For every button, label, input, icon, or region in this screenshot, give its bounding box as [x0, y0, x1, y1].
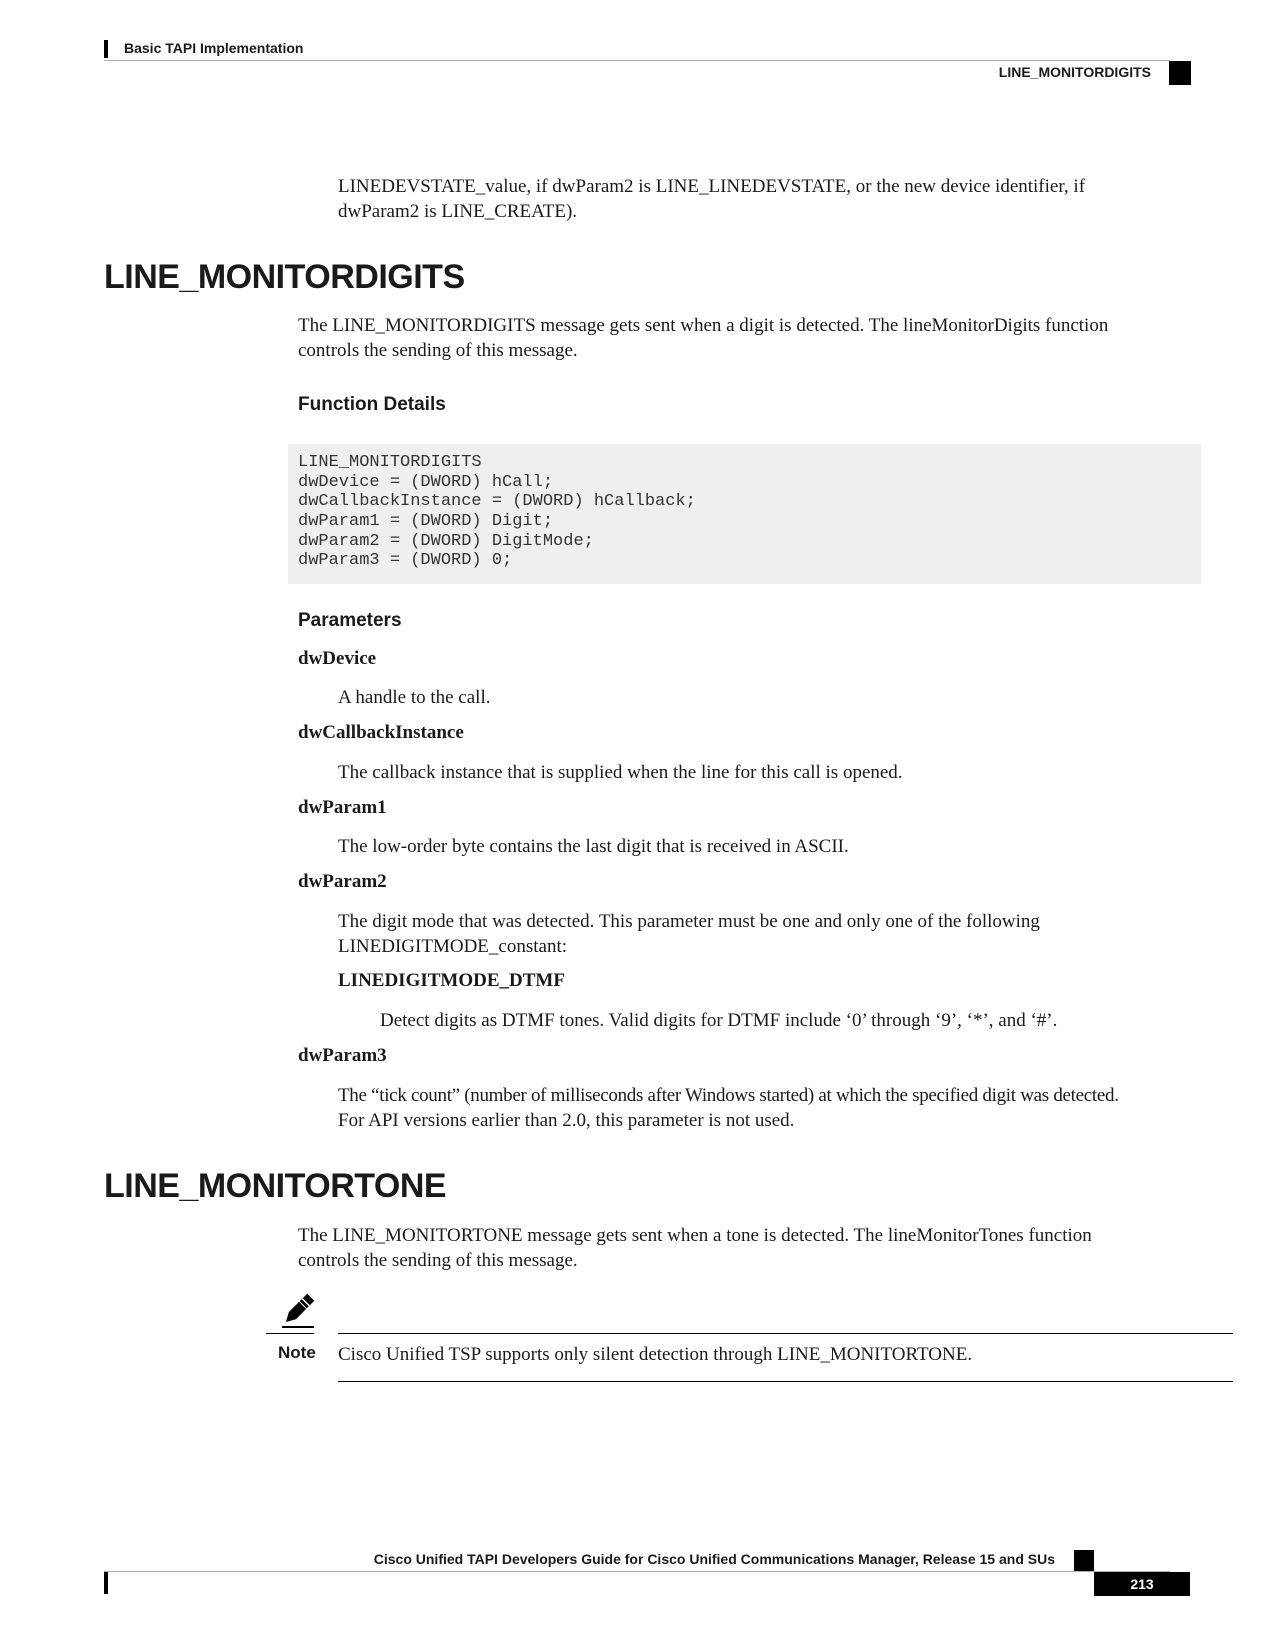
parameters-heading: Parameters	[298, 610, 402, 631]
param-name-dwparam1: dwParam1	[298, 797, 387, 818]
param-name-dwparam3: dwParam3	[298, 1045, 387, 1066]
digitmode-name: LINEDIGITMODE_DTMF	[338, 970, 565, 991]
monitortone-desc-line-2: controls the sending of this message.	[298, 1250, 578, 1271]
param-desc-dwparam1: The low-order byte contains the last digit that is received in ASCII.	[338, 836, 849, 857]
note-top-rule	[338, 1333, 1233, 1334]
monitortone-desc-line-1: The LINE_MONITORTONE message gets sent when a tone is detected. The lineMonitorTones function	[298, 1225, 1092, 1246]
monitordigits-desc-line-1: The LINE_MONITORDIGITS message gets sent when a digit is detected. The lineMonitorDigits function	[298, 315, 1109, 336]
section-title-monitortone: LINE_MONITORTONE	[104, 1167, 447, 1205]
section-title-monitordigits: LINE_MONITORDIGITS	[104, 258, 465, 296]
param-desc-dwcallbackinstance: The callback instance that is supplied when the line for this call is opened.	[338, 762, 903, 783]
page-number: 213	[1094, 1572, 1190, 1596]
code-line: dwParam2 = (DWORD) DigitMode;	[298, 532, 594, 551]
intro-line-2: dwParam2 is LINE_CREATE).	[338, 201, 578, 222]
note-text: Cisco Unified TSP supports only silent detection through LINE_MONITORTONE.	[338, 1344, 973, 1365]
param-name-dwparam2: dwParam2	[298, 871, 387, 892]
param-name-dwcallbackinstance: dwCallbackInstance	[298, 722, 464, 743]
code-line: dwParam3 = (DWORD) 0;	[298, 551, 513, 570]
code-line: dwDevice = (DWORD) hCall;	[298, 473, 554, 492]
header-section-title: Basic TAPI Implementation	[124, 40, 304, 56]
code-line: LINE_MONITORDIGITS	[298, 453, 482, 472]
param-desc-dwparam3-line-2: For API versions earlier than 2.0, this parameter is not used.	[338, 1110, 795, 1131]
note-bottom-rule	[338, 1381, 1233, 1382]
param-desc-dwparam2-line-2: LINEDIGITMODE_constant:	[338, 936, 568, 957]
header-left-bar	[104, 40, 108, 58]
digitmode-desc: Detect digits as DTMF tones. Valid digits for DTMF include ‘0’ through ‘9’, ‘*’, and ‘#’.	[380, 1010, 1058, 1031]
pencil-icon	[278, 1290, 318, 1330]
footer-title: Cisco Unified TAPI Developers Guide for Cisco Unified Communications Manager, Release 15 and SUs	[373, 1551, 1055, 1567]
param-desc-dwparam2-line-1: The digit mode that was detected. This parameter must be one and only one of the following	[338, 911, 1040, 932]
header-topic-title: LINE_MONITORDIGITS	[998, 64, 1151, 80]
param-desc-dwdevice: A handle to the call.	[338, 687, 491, 708]
note-icon-rule	[266, 1333, 314, 1334]
intro-line-1: LINEDEVSTATE_value, if dwParam2 is LINE_LINEDEVSTATE, or the new device identifier, if	[338, 176, 1086, 197]
footer-square-marker	[1074, 1550, 1094, 1572]
code-block	[288, 444, 1201, 584]
param-desc-dwparam3-line-1: The “tick count” (number of milliseconds after Windows started) at which the specified digit was detected.	[338, 1085, 1119, 1106]
code-line: dwCallbackInstance = (DWORD) hCallback;	[298, 492, 696, 511]
code-line: dwParam1 = (DWORD) Digit;	[298, 512, 554, 531]
param-name-dwdevice: dwDevice	[298, 648, 377, 669]
note-label: Note	[278, 1343, 316, 1362]
monitordigits-desc-line-2: controls the sending of this message.	[298, 340, 578, 361]
footer-left-bar	[104, 1572, 108, 1594]
function-details-heading: Function Details	[298, 394, 446, 415]
footer-rule	[104, 1571, 1170, 1572]
header-rule	[104, 60, 1170, 61]
header-square-marker	[1169, 61, 1191, 85]
